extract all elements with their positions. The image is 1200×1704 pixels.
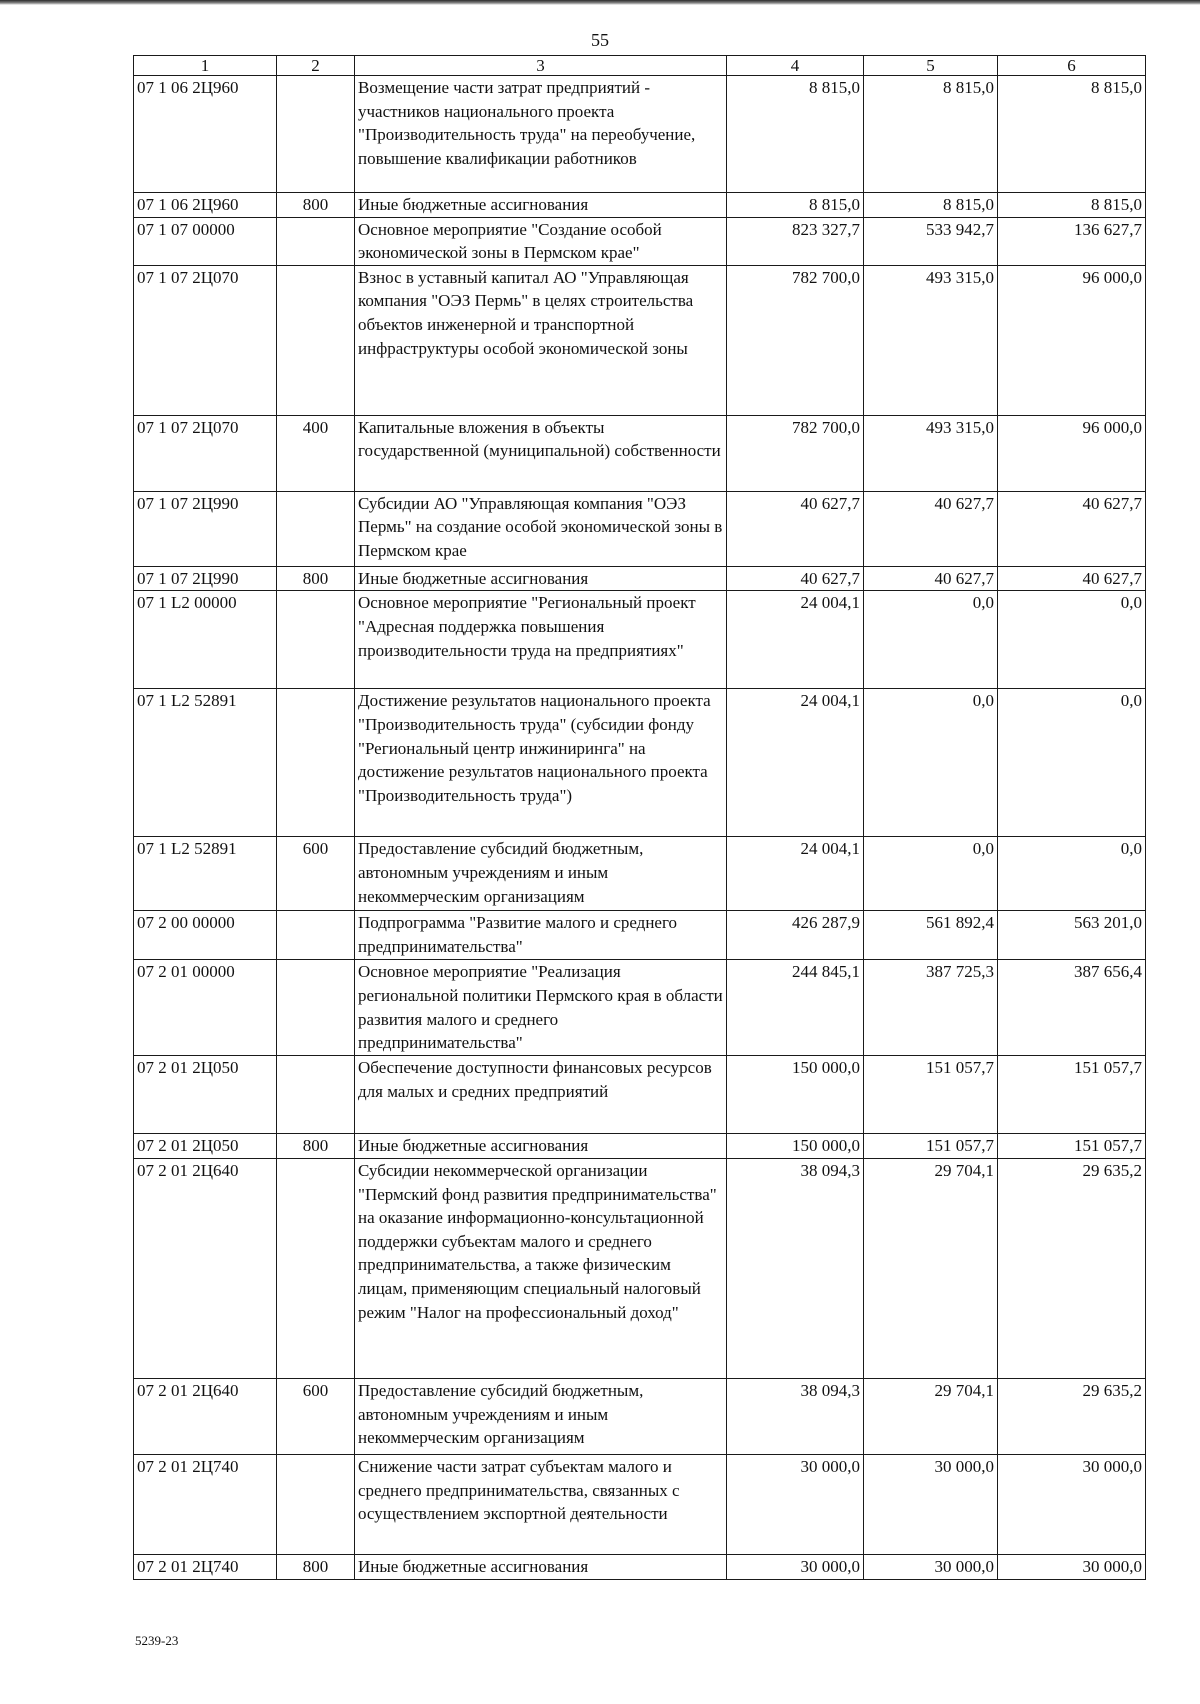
table-row: [134, 689, 1146, 837]
row-code: 07 2 01 2Ц050: [134, 1134, 277, 1159]
table-row: [134, 1158, 1146, 1378]
column-header-1: 1: [134, 56, 277, 76]
row-value-col6: 29 635,2: [998, 1158, 1146, 1378]
table-row: [134, 960, 1146, 1056]
row-name: Иные бюджетные ассигнования: [355, 566, 727, 591]
table-row: [134, 1056, 1146, 1134]
row-name: Достижение результатов национального проекта "Производительность труда" (субсидии фонду "Региональный центр инжиниринга" на достижение результатов национального проекта "Производительность труда"): [355, 689, 727, 837]
row-name: Снижение части затрат субъектам малого и среднего предпринимательства, связанных с осуществлением экспортной деятельности: [355, 1454, 727, 1554]
budget-table: [133, 55, 1146, 1580]
table-row: [134, 491, 1146, 566]
row-value-col5: 0,0: [864, 837, 998, 911]
row-code: 07 1 L2 52891: [134, 837, 277, 911]
row-kvr: [277, 1454, 355, 1554]
row-kvr: 800: [277, 193, 355, 218]
row-value-col4: 426 287,9: [727, 911, 864, 960]
table-row: [134, 415, 1146, 491]
row-value-col6: 0,0: [998, 689, 1146, 837]
row-value-col5: 533 942,7: [864, 217, 998, 265]
row-code: 07 1 L2 52891: [134, 689, 277, 837]
row-kvr: 800: [277, 566, 355, 591]
row-name: Капитальные вложения в объекты государственной (муниципальной) собственности: [355, 415, 727, 491]
row-name: Основное мероприятие "Создание особой экономической зоны в Пермском крае": [355, 217, 727, 265]
row-value-col6: 8 815,0: [998, 76, 1146, 193]
row-code: 07 1 07 2Ц070: [134, 415, 277, 491]
column-header-2: 2: [277, 56, 355, 76]
row-value-col4: 823 327,7: [727, 217, 864, 265]
table-row: [134, 1454, 1146, 1554]
row-value-col4: 150 000,0: [727, 1134, 864, 1159]
table-row: [134, 1134, 1146, 1159]
row-value-col5: 29 704,1: [864, 1378, 998, 1454]
row-code: 07 1 07 2Ц990: [134, 566, 277, 591]
row-value-col5: 561 892,4: [864, 911, 998, 960]
row-name: Иные бюджетные ассигнования: [355, 1134, 727, 1159]
row-name: Взнос в уставный капитал АО "Управляющая компания "ОЭЗ Пермь" в целях строительства объектов инженерной и транспортной инфраструктуры особой экономической зоны: [355, 265, 727, 415]
row-value-col6: 151 057,7: [998, 1056, 1146, 1134]
row-name: Основное мероприятие "Региональный проект "Адресная поддержка повышения производительности труда на предприятиях": [355, 591, 727, 689]
row-kvr: [277, 265, 355, 415]
table-row: [134, 1378, 1146, 1454]
row-name: Иные бюджетные ассигнования: [355, 193, 727, 218]
row-value-col6: 40 627,7: [998, 491, 1146, 566]
row-code: 07 2 01 2Ц640: [134, 1158, 277, 1378]
row-value-col6: 30 000,0: [998, 1454, 1146, 1554]
row-name: Обеспечение доступности финансовых ресурсов для малых и средних предприятий: [355, 1056, 727, 1134]
page-number: 55: [591, 30, 609, 50]
row-value-col4: 30 000,0: [727, 1454, 864, 1554]
table-row: [134, 591, 1146, 689]
table-row: [134, 217, 1146, 265]
row-value-col6: 136 627,7: [998, 217, 1146, 265]
row-name: Подпрограмма "Развитие малого и среднего предпринимательства": [355, 911, 727, 960]
row-value-col5: 151 057,7: [864, 1056, 998, 1134]
column-header-6: 6: [998, 56, 1146, 76]
row-kvr: [277, 591, 355, 689]
row-name: Возмещение части затрат предприятий - участников национального проекта "Производительность труда" на переобучение, повышение квалификации работников: [355, 76, 727, 193]
table-row: [134, 193, 1146, 218]
row-code: 07 1 07 2Ц990: [134, 491, 277, 566]
document-code: 5239-23: [135, 1633, 179, 1648]
column-header-5: 5: [864, 56, 998, 76]
row-value-col6: 8 815,0: [998, 193, 1146, 218]
row-kvr: [277, 217, 355, 265]
row-code: 07 1 L2 00000: [134, 591, 277, 689]
row-code: 07 2 01 2Ц740: [134, 1454, 277, 1554]
row-name: Основное мероприятие "Реализация региональной политики Пермского края в области развития малого и среднего предпринимательства": [355, 960, 727, 1056]
row-kvr: 600: [277, 837, 355, 911]
row-kvr: [277, 960, 355, 1056]
row-value-col5: 8 815,0: [864, 193, 998, 218]
row-kvr: 800: [277, 1134, 355, 1159]
row-value-col4: 782 700,0: [727, 265, 864, 415]
row-value-col4: 24 004,1: [727, 689, 864, 837]
row-code: 07 1 06 2Ц960: [134, 193, 277, 218]
column-header-4: 4: [727, 56, 864, 76]
row-value-col6: 96 000,0: [998, 415, 1146, 491]
row-value-col5: 493 315,0: [864, 415, 998, 491]
row-value-col6: 29 635,2: [998, 1378, 1146, 1454]
row-kvr: [277, 911, 355, 960]
row-value-col5: 493 315,0: [864, 265, 998, 415]
row-name: Субсидии АО "Управляющая компания "ОЭЗ Пермь" на создание особой экономической зоны в Пермском крае: [355, 491, 727, 566]
row-code: 07 2 01 00000: [134, 960, 277, 1056]
row-value-col4: 38 094,3: [727, 1158, 864, 1378]
row-value-col5: 30 000,0: [864, 1454, 998, 1554]
row-value-col6: 96 000,0: [998, 265, 1146, 415]
row-value-col5: 0,0: [864, 689, 998, 837]
table-row: [134, 566, 1146, 591]
row-value-col5: 40 627,7: [864, 491, 998, 566]
row-value-col4: 30 000,0: [727, 1554, 864, 1579]
row-name: Предоставление субсидий бюджетным, автономным учреждениям и иным некоммерческим организациям: [355, 1378, 727, 1454]
scan-top-edge: [0, 0, 1200, 5]
row-value-col6: 0,0: [998, 837, 1146, 911]
row-value-col4: 8 815,0: [727, 193, 864, 218]
row-value-col5: 151 057,7: [864, 1134, 998, 1159]
row-kvr: [277, 1158, 355, 1378]
row-value-col4: 40 627,7: [727, 491, 864, 566]
row-value-col6: 0,0: [998, 591, 1146, 689]
row-value-col5: 40 627,7: [864, 566, 998, 591]
row-value-col4: 8 815,0: [727, 76, 864, 193]
row-value-col4: 24 004,1: [727, 591, 864, 689]
row-value-col5: 30 000,0: [864, 1554, 998, 1579]
row-kvr: 400: [277, 415, 355, 491]
row-kvr: 800: [277, 1554, 355, 1579]
row-code: 07 2 01 2Ц640: [134, 1378, 277, 1454]
row-code: 07 2 00 00000: [134, 911, 277, 960]
row-value-col5: 0,0: [864, 591, 998, 689]
row-code: 07 1 06 2Ц960: [134, 76, 277, 193]
row-kvr: [277, 1056, 355, 1134]
row-value-col4: 40 627,7: [727, 566, 864, 591]
row-value-col6: 563 201,0: [998, 911, 1146, 960]
row-code: 07 1 07 00000: [134, 217, 277, 265]
row-kvr: [277, 76, 355, 193]
table-row: [134, 265, 1146, 415]
row-value-col4: 150 000,0: [727, 1056, 864, 1134]
row-kvr: [277, 491, 355, 566]
table-row: [134, 1554, 1146, 1579]
column-header-3: 3: [355, 56, 727, 76]
row-value-col6: 151 057,7: [998, 1134, 1146, 1159]
row-value-col4: 24 004,1: [727, 837, 864, 911]
row-code: 07 1 07 2Ц070: [134, 265, 277, 415]
row-code: 07 2 01 2Ц740: [134, 1554, 277, 1579]
table-row: [134, 911, 1146, 960]
row-name: Субсидии некоммерческой организации "Пермский фонд развития предпринимательства" на оказание информационно-консультационной поддержки субъектам малого и среднего предпринимательства, а также физическим лицам, применяющим специальный налоговый режим "Налог на профессиональный доход": [355, 1158, 727, 1378]
row-value-col5: 8 815,0: [864, 76, 998, 193]
row-value-col6: 387 656,4: [998, 960, 1146, 1056]
table-row: [134, 837, 1146, 911]
row-kvr: 600: [277, 1378, 355, 1454]
row-code: 07 2 01 2Ц050: [134, 1056, 277, 1134]
row-name: Предоставление субсидий бюджетным, автономным учреждениям и иным некоммерческим организациям: [355, 837, 727, 911]
table-row: [134, 76, 1146, 193]
row-value-col6: 30 000,0: [998, 1554, 1146, 1579]
row-name: Иные бюджетные ассигнования: [355, 1554, 727, 1579]
row-value-col6: 40 627,7: [998, 566, 1146, 591]
table-header-row: [134, 56, 1146, 76]
row-value-col5: 29 704,1: [864, 1158, 998, 1378]
row-value-col4: 38 094,3: [727, 1378, 864, 1454]
row-kvr: [277, 689, 355, 837]
row-value-col5: 387 725,3: [864, 960, 998, 1056]
row-value-col4: 244 845,1: [727, 960, 864, 1056]
row-value-col4: 782 700,0: [727, 415, 864, 491]
